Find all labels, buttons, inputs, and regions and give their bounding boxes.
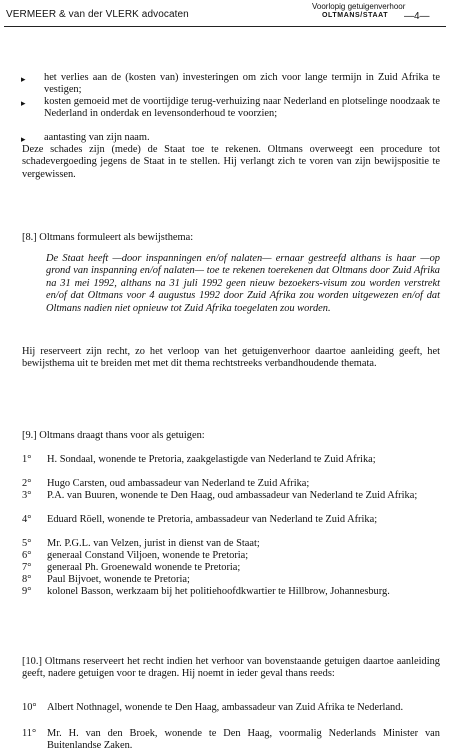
bullet-icon: ▸ <box>21 98 26 108</box>
witness-number: 5° <box>22 538 32 549</box>
list-item: aantasting van zijn naam. <box>44 132 150 143</box>
bewijsthema-text: De Staat heeft —door inspanningen en/of nalaten— ernaar gestreefd althans is haar —op grond van inspanning en/of nalaten— toe te rekenen toerekenen dat Oltmans door Zuid Afrika na 31 mei 1992, althans na 31 juli 1992 geen nieuw bezoekers-visum zou worden verstrekt en/of dat Oltmans voor 4 augustus 1992 door Zuid Afrika zou worden uitgewezen en/of dat Oltmans nadien niet opnieuw tot Zuid Afrika toegelaten zou worden. <box>46 253 440 314</box>
section-8-heading: [8.] Oltmans formuleert als bewijsthema: <box>22 232 194 243</box>
witness-number: 6° <box>22 550 32 561</box>
page-number: —4— <box>404 11 430 22</box>
bullet-icon: ▸ <box>21 74 26 84</box>
list-item: het verlies aan de (kosten van) investeringen om zich voor lange termijn in Zuid Afrika te vestigen; <box>44 72 440 96</box>
witness-entry: Mr. P.G.L. van Velzen, jurist in dienst van de Staat; <box>47 538 260 549</box>
witness-number: 4° <box>22 514 32 525</box>
witness-entry: Eduard Röell, wonende te Pretoria, ambassadeur van Nederland te Zuid Afrika; <box>47 514 378 525</box>
witness-entry: generaal Constand Viljoen, wonende te Pretoria; <box>47 550 249 561</box>
case-parties: OLTMANS/STAAT <box>322 12 389 19</box>
section-9-heading: [9.] Oltmans draagt thans voor als getuigen: <box>22 430 205 441</box>
witness-entry: H. Sondaal, wonende te Pretoria, zaakgelastigde van Nederland te Zuid Afrika; <box>47 454 376 465</box>
witness-entry: Mr. H. van den Broek, wonende te Den Haag, voormalig Nederlands Minister van Buitenlandse Zaken. <box>47 728 440 752</box>
witness-entry: P.A. van Buuren, wonende te Den Haag, oud ambassadeur van Nederland te Zuid Afrika; <box>47 490 418 501</box>
witness-entry: Paul Bijvoet, wonende te Pretoria; <box>47 574 190 585</box>
firm-name: VERMEER & van der VLERK advocaten <box>6 9 189 20</box>
witness-number: 8° <box>22 574 32 585</box>
witness-entry: generaal Ph. Groenewald wonende te Pretoria; <box>47 562 241 573</box>
intro-paragraph: Deze schades zijn (mede) de Staat toe te rekenen. Oltmans overweegt een procedure tot schadevergoeding jegens de Staat in te stellen. Hij verlangt zich te voren van zijn bewijspositie te vergewissen. <box>22 144 440 180</box>
witness-number: 11° <box>22 728 37 739</box>
list-item: kosten gemoeid met de voortijdige terug-verhuizing naar Nederland en plotselinge noodzaak te Nederland in onderdak en levensonderhoud te voorzien; <box>44 96 440 120</box>
witness-entry: Albert Nothnagel, wonende te Den Haag, ambassadeur van Zuid Afrika te Nederland. <box>47 702 404 713</box>
witness-number: 10° <box>22 702 37 713</box>
document-title: Voorlopig getuigenverhoor <box>312 2 406 11</box>
bullet-icon: ▸ <box>21 134 26 144</box>
witness-number: 1° <box>22 454 32 465</box>
header-rule <box>4 26 446 27</box>
witness-entry: kolonel Basson, werkzaam bij het politiehoofdkwartier te Hillbrow, Johannesburg. <box>47 586 390 597</box>
section-10-paragraph: [10.] Oltmans reserveert het recht indien het verhoor van bovenstaande getuigen daartoe aanleiding geeft, nadere getuigen voor te dragen. Hij noemt in ieder geval thans reeds: <box>22 656 440 680</box>
section-8-paragraph: Hij reserveert zijn recht, zo het verloop van het getuigenverhoor daartoe aanleiding geeft, het bewijsthema uit te breiden met met dit thema rechtstreeks verbandhoudende themata. <box>22 346 440 370</box>
witness-number: 9° <box>22 586 32 597</box>
witness-number: 2° <box>22 478 32 489</box>
witness-number: 3° <box>22 490 32 501</box>
witness-number: 7° <box>22 562 32 573</box>
witness-entry: Hugo Carsten, oud ambassadeur van Nederland te Zuid Afrika; <box>47 478 310 489</box>
